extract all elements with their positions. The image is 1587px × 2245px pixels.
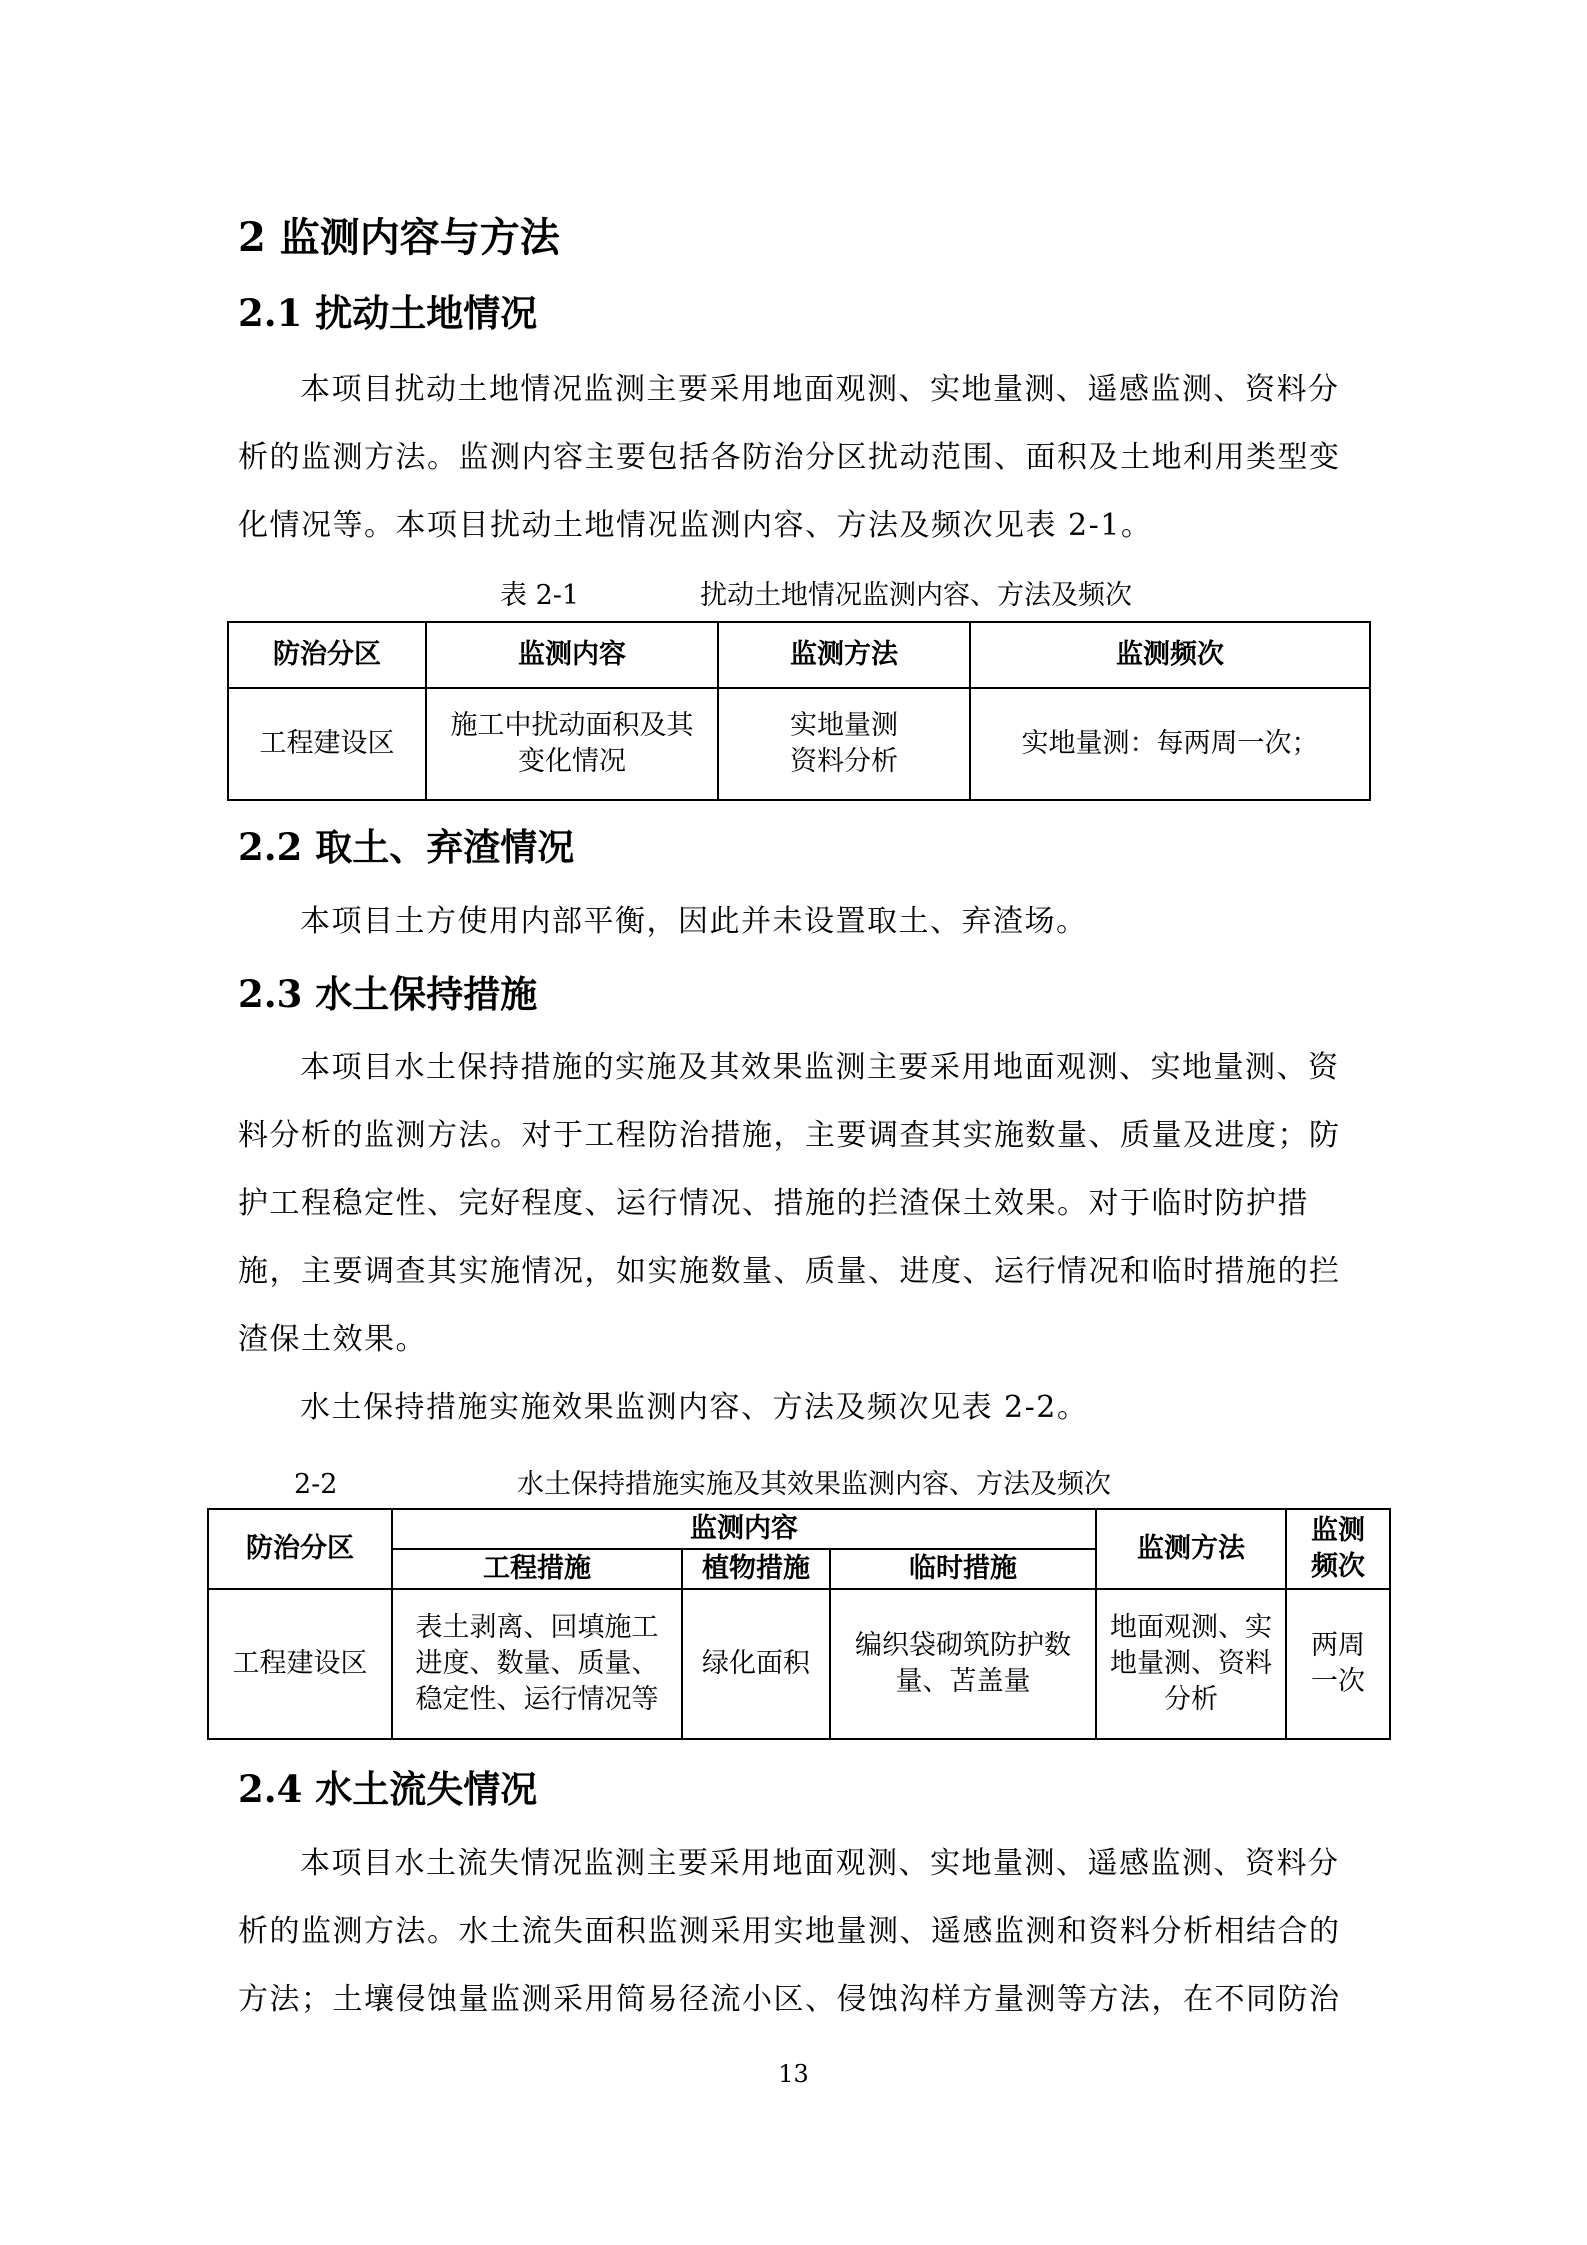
header-frequency xyxy=(1286,1509,1390,1589)
header-engineering: 工程措施 xyxy=(392,1549,682,1589)
section-2-1-paragraph: 本项目扰动土地情况监测主要采用地面观测、实地量测、遥感监测、资料分析的监测方法。监测内容主要包括各防治分区扰动范围、面积及土地利用类型变化情况等。本项目扰动土地情况监测内容、方法及频次见表 2-1。 xyxy=(238,372,1341,543)
cell-temporary-line: 编织袋砌筑防护数 xyxy=(855,1630,1072,1661)
page-number: 13 xyxy=(778,2060,809,2088)
chapter-heading: 2 监测内容与方法 xyxy=(238,214,560,261)
section-2-2-paragraph: 本项目土方使用内部平衡，因此并未设置取土、弃渣场。 xyxy=(300,904,1088,939)
cell-method-line: 分析 xyxy=(1164,1684,1219,1715)
cell-frequency-line: 一次 xyxy=(1311,1666,1366,1697)
section-2-3-paragraph-1: 本项目水土保持措施的实施及其效果监测主要采用地面观测、实地量测、资料分析的监测方法。对于工程防治措施，主要调查其实施数量、质量及进度；防护工程稳定性、完好程度、运行情况、措施的拦渣保土效果。对于临时防护措施，主要调查其实施情况，如实施数量、质量、进度、运行情况和临时措施的拦渣保土效果。 xyxy=(238,1050,1341,1357)
cell-content-line: 变化情况 xyxy=(518,746,626,777)
cell-method-line: 资料分析 xyxy=(790,746,898,777)
header-plant: 植物措施 xyxy=(682,1549,830,1589)
cell-frequency xyxy=(1286,1589,1390,1739)
section-2-2-heading: 2.2 取土、弃渣情况 xyxy=(238,825,575,869)
table-row xyxy=(208,1589,1390,1739)
section-2-1-heading: 2.1 扰动土地情况 xyxy=(238,291,538,335)
cell-zone: 工程建设区 xyxy=(208,1589,392,1739)
section-2-3-paragraph-2: 水土保持措施实施效果监测内容、方法及频次见表 2-2。 xyxy=(300,1390,1089,1425)
cell-engineering-line: 稳定性、运行情况等 xyxy=(415,1684,659,1715)
header-content: 监测内容 xyxy=(426,622,718,688)
header-method: 监测方法 xyxy=(1096,1509,1286,1589)
header-temporary: 临时措施 xyxy=(830,1549,1096,1589)
header-frequency: 监测频次 xyxy=(970,622,1370,688)
cell-method-line: 地面观测、实 xyxy=(1110,1612,1273,1643)
table-2-2-caption-number: 2-2 xyxy=(294,1469,338,1500)
cell-method xyxy=(1096,1589,1286,1739)
cell-zone: 工程建设区 xyxy=(228,688,426,800)
cell-method-line: 实地量测 xyxy=(790,710,898,741)
cell-temporary-line: 量、苫盖量 xyxy=(895,1666,1031,1697)
section-2-3-heading: 2.3 水土保持措施 xyxy=(238,972,538,1016)
cell-frequency-line: 两周 xyxy=(1311,1630,1366,1661)
header-zone: 防治分区 xyxy=(208,1509,392,1589)
cell-engineering-line: 进度、数量、质量、 xyxy=(415,1648,659,1679)
header-frequency-line: 频次 xyxy=(1311,1551,1366,1582)
cell-method xyxy=(718,688,970,800)
table-2-1-caption-title: 扰动土地情况监测内容、方法及频次 xyxy=(700,580,1132,611)
section-2-4-paragraph: 本项目水土流失情况监测主要采用地面观测、实地量测、遥感监测、资料分析的监测方法。水土流失面积监测采用实地量测、遥感监测和资料分析相结合的方法；土壤侵蚀量监测采用简易径流小区、侵蚀沟样方量测等方法，在不同防治 xyxy=(238,1846,1341,2017)
cell-plant: 绿化面积 xyxy=(682,1589,830,1739)
header-method: 监测方法 xyxy=(718,622,970,688)
cell-frequency: 实地量测：每两周一次； xyxy=(970,688,1370,800)
table-2-1-caption-number: 表 2-1 xyxy=(500,580,580,611)
table-header-row xyxy=(208,1509,1390,1549)
cell-method-line: 地量测、资料 xyxy=(1110,1648,1273,1679)
cell-content-line: 施工中扰动面积及其 xyxy=(450,710,694,741)
cell-content xyxy=(426,688,718,800)
header-zone: 防治分区 xyxy=(228,622,426,688)
table-header-row xyxy=(228,622,1370,688)
table-2-2-caption-title: 水土保持措施实施及其效果监测内容、方法及频次 xyxy=(517,1469,1111,1500)
cell-engineering xyxy=(392,1589,682,1739)
table-row xyxy=(228,688,1370,800)
header-frequency-line: 监测 xyxy=(1311,1515,1366,1546)
table-2-1 xyxy=(227,621,1371,801)
section-2-4-heading: 2.4 水土流失情况 xyxy=(238,1767,538,1811)
header-content: 监测内容 xyxy=(392,1509,1096,1549)
cell-engineering-line: 表土剥离、回填施工 xyxy=(415,1612,659,1643)
cell-temporary xyxy=(830,1589,1096,1739)
table-2-2 xyxy=(207,1508,1391,1740)
